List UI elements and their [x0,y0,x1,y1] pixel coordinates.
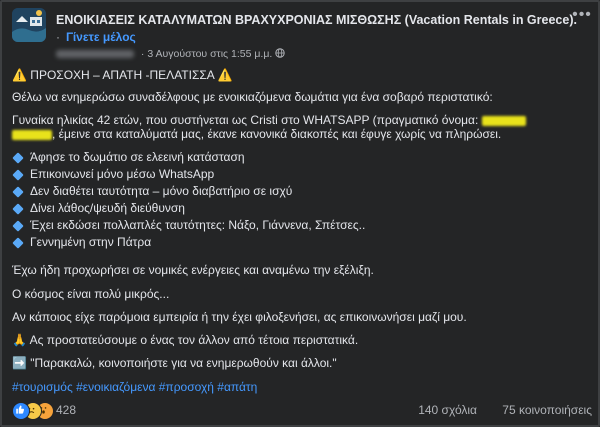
pray-icon: 🙏 [12,333,27,347]
diamond-bullet-icon [12,152,23,163]
diamond-bullet-icon [12,237,23,248]
warning-icon: ⚠️ [217,68,233,82]
bullet-text: Δεν διαθέτει ταυτότητα – μόνο διαβατήριο σε ισχύ [30,184,293,198]
bullet-text: Έχει εκδώσει πολλαπλές ταυτότητες: Νάξο, Γιάννενα, Σπέτσες.. [30,218,366,232]
globe-icon [275,48,285,60]
protect-line [12,333,358,347]
shares-count[interactable]: 75 κοινοποιήσεις [502,403,592,417]
bullet-item [12,150,245,164]
description-text: , έμεινε στα καταλύματά μας, έκανε κανονικά διακοπές και έφυγε χωρίς να πληρώσει. [52,127,502,141]
hashtags[interactable]: #τουρισμός #ενοικιαζόμενα #προσοχή #απάτη [12,380,258,394]
protect-text: Ας προστατεύσουμε ο ένας τον άλλον από τέτοια περιστατικά. [29,333,359,347]
like-icon[interactable] [12,402,30,420]
warning-line [12,68,232,82]
bullet-text: Δίνει λάθος/ψευδή διεύθυνση [30,201,185,215]
redacted-name-highlight [482,116,526,126]
intro-text: Θέλω να ενημερώσω συναδέλφους με ενοικιαζόμενα δωμάτια για ένα σοβαρό περιστατικό: [12,90,493,104]
post-meta [56,48,285,62]
bullet-text: Επικοινωνεί μόνο μέσω WhatsApp [30,167,215,181]
separator-dot: · [56,30,60,44]
bullet-item [12,201,185,215]
description-line-2 [12,127,501,141]
more-horizontal-icon[interactable]: ••• [572,6,592,23]
post-footer [12,400,592,420]
description-text: Γυναίκα ηλικίας 42 ετών, που συστήνεται ως Cristi στο WHATSAPP (πραγματικό όνομα: [12,113,479,127]
author-name-redacted[interactable] [56,50,134,58]
group-avatar[interactable] [12,8,46,42]
description-line-1 [12,113,526,127]
arrow-right-icon: ➡️ [12,356,27,370]
legal-text: Έχω ήδη προχωρήσει σε νομικές ενέργειες και αναμένω την εξέλιξη. [12,263,374,277]
diamond-bullet-icon [12,220,23,231]
comments-count[interactable]: 140 σχόλια [418,403,477,417]
share-request-text: "Παρακαλώ, κοινοποιήστε για να ενημερωθούν και άλλοι." [30,356,337,370]
bullet-text: Άφησε το δωμάτιο σε ελεεινή κατάσταση [30,150,245,164]
redacted-name-highlight [12,130,52,140]
join-group-button[interactable]: Γίνετε μέλος [66,30,136,44]
bullet-item [12,167,214,181]
diamond-bullet-icon [12,169,23,180]
post-header [12,8,592,60]
group-name[interactable]: ΕΝΟΙΚΙΑΣΕΙΣ ΚΑΤΑΛΥΜΑΤΩΝ ΒΡΑΧΥΧΡΟΝΙΑΣ ΜΙΣΘΩΣΗΣ (Vacation Rentals in Greece). [56,13,577,27]
group-avatar-image [12,8,46,42]
reaction-count[interactable]: 428 [56,403,77,417]
meta-separator: · [138,48,148,60]
ask-text: Αν κάποιος είχε παρόμοια εμπειρία ή την έχει φιλοξενήσει, ας επικοινωνήσει μαζί μου. [12,310,467,324]
warning-icon: ⚠️ [12,68,27,82]
bullet-item [12,184,292,198]
bullet-item [12,235,151,249]
diamond-bullet-icon [12,186,23,197]
bullet-item [12,218,365,232]
bullet-text: Γεννημένη στην Πάτρα [30,235,152,249]
small-world-text: Ο κόσμος είναι πολύ μικρός... [12,287,170,301]
post-date[interactable]: 3 Αυγούστου στις 1:55 μ.μ. [147,48,273,60]
diamond-bullet-icon [12,203,23,214]
warning-title: ΠΡΟΣΟΧΗ – ΑΠΑΤΗ -ΠΕΛΑΤΙΣΣΑ [30,68,215,82]
share-line [12,356,337,370]
